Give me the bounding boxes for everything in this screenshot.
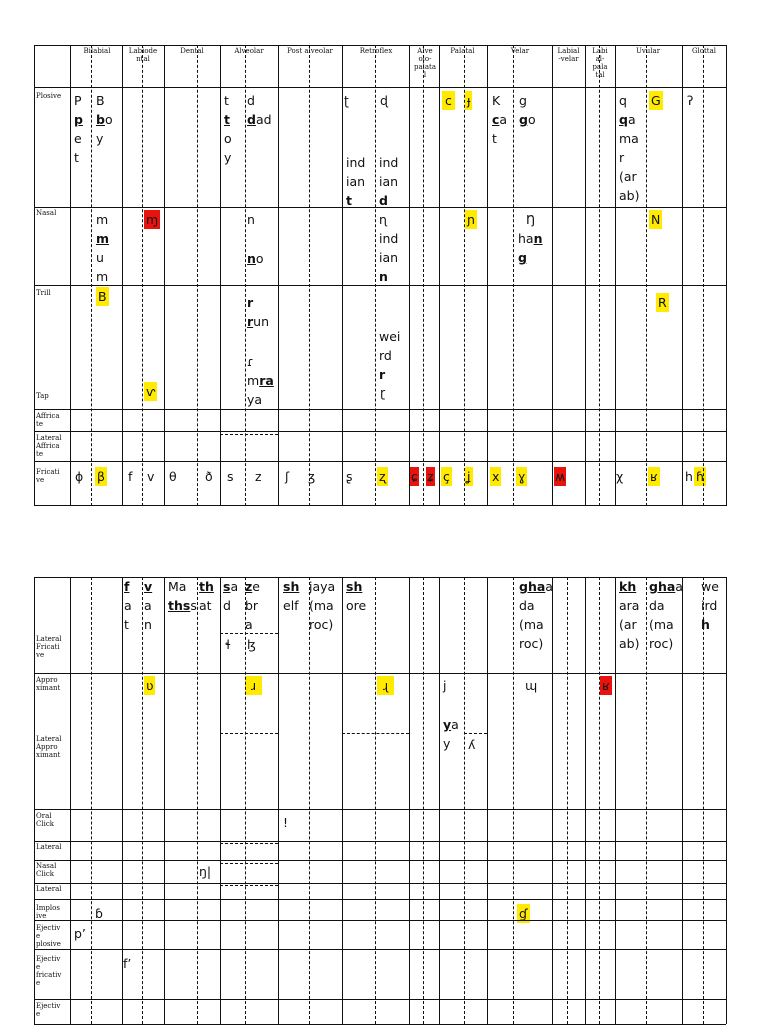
- grid-line: [91, 45, 92, 506]
- grid-line: [122, 45, 123, 506]
- grid-line: [164, 45, 165, 506]
- fricative-uvular-voiceless: χ: [616, 469, 624, 484]
- grid-line: [513, 577, 514, 1024]
- grid-line: [34, 45, 726, 46]
- example-hang: han g: [518, 231, 543, 265]
- example-van: v a n: [144, 579, 153, 632]
- grid-line: [703, 45, 704, 506]
- header-alveolar: Alveolar: [234, 47, 264, 55]
- header-retroflex: Retroflex: [359, 47, 393, 55]
- grid-line: [309, 577, 310, 1024]
- row-label-implosive: Implos ive: [36, 904, 60, 920]
- symbol-d: d: [247, 93, 255, 108]
- grid-line: [34, 809, 726, 810]
- fricative-f: f: [128, 469, 133, 484]
- grid-line: [409, 577, 410, 1024]
- grid-line: [464, 733, 487, 734]
- example-ghada-uvular: ghaa da (ma roc): [649, 579, 683, 651]
- symbol-uvular-G: G: [651, 93, 661, 108]
- fricative-velar-voiced: ɣ: [518, 469, 526, 484]
- symbol-nasal-velar: Ŋ: [526, 212, 536, 227]
- example-fat: f a t: [124, 579, 132, 632]
- symbol-ejective-p: p’: [74, 926, 86, 941]
- consonant-table-top: [34, 45, 726, 506]
- grid-line: [703, 577, 704, 1024]
- grid-line: [585, 577, 586, 1024]
- fricative-v: v: [147, 469, 155, 484]
- symbol-trill-r: r: [247, 295, 254, 310]
- header-labialpalatal: Labi al- pala tal: [592, 47, 608, 79]
- grid-line: [409, 45, 410, 506]
- row-label-plosive: Plosive: [36, 92, 62, 100]
- row-label-tap: Tap: [36, 392, 49, 400]
- grid-line: [439, 45, 440, 506]
- grid-line: [70, 45, 71, 506]
- row-label-ejective-plosive: Ejectiv e plosive: [36, 924, 61, 948]
- example-mum: m u m: [96, 231, 110, 284]
- grid-line: [245, 577, 246, 1024]
- grid-line: [464, 45, 465, 506]
- row-label-ejective-fricative: Ejectiv e fricativ e: [36, 955, 62, 987]
- fricative-s: s: [227, 469, 234, 484]
- grid-line: [34, 999, 726, 1000]
- fricative-glottal-voiceless: h: [685, 469, 693, 484]
- example-shore: sh ore: [346, 579, 367, 613]
- symbol-retroflex-d: ɖ: [380, 93, 388, 108]
- symbol-velar-k: K: [492, 93, 501, 108]
- grid-line: [245, 45, 246, 506]
- grid-line: [34, 87, 726, 88]
- grid-line: [70, 577, 71, 1024]
- symbol-b: B: [96, 93, 105, 108]
- header-velar: Velar: [510, 47, 530, 55]
- row-label-trill: Trill: [36, 289, 51, 297]
- header-glottal: Glottal: [691, 47, 717, 55]
- grid-line: [513, 45, 514, 506]
- example-indian-n: ind ian n: [379, 231, 399, 284]
- example-yay: ya y: [443, 717, 459, 751]
- example-jaya: jaya (ma roc): [309, 579, 336, 632]
- symbol-tap-labiodental: ⱱ: [146, 384, 156, 399]
- symbol-tap-r: ɾ: [247, 354, 254, 369]
- grid-line: [197, 45, 198, 506]
- grid-line: [646, 45, 647, 506]
- symbol-t: t: [224, 93, 229, 108]
- symbol-approximant-labiodental: ʋ: [146, 678, 154, 693]
- row-label-oral-click: Oral Click: [36, 812, 54, 828]
- row-label-lateral-approximant: Lateral Appro ximant: [36, 735, 62, 759]
- fricative-ezh: ʒ: [308, 469, 316, 484]
- symbol-trill-bilabial: B: [98, 289, 107, 304]
- row-label-lateral-fricative: Lateral Fricati ve: [36, 635, 62, 659]
- fricative-glottal-voiced: ɦ: [696, 469, 704, 484]
- grid-line: [599, 45, 600, 506]
- header-labiodental: Labiode ntal: [128, 47, 158, 63]
- grid-line: [342, 733, 409, 734]
- grid-line: [487, 45, 488, 506]
- symbol-approximant-retroflex: ɻ: [377, 676, 394, 695]
- header-bilabial: Bilabial: [83, 47, 111, 55]
- symbol-lateral-fricative-voiced: ɮ: [247, 637, 256, 652]
- fricative-palatal-voiceless: ç: [443, 469, 450, 484]
- fricative-z: z: [255, 469, 262, 484]
- symbol-glottal-stop: ʔ: [687, 93, 694, 108]
- example-maths: Ma thss: [168, 579, 197, 613]
- grid-line: [342, 577, 343, 1024]
- grid-line: [278, 45, 279, 506]
- grid-line: [220, 434, 278, 435]
- grid-line: [585, 45, 586, 506]
- symbol-oral-click: !: [283, 815, 289, 830]
- symbol-nasal-uvular: N: [651, 212, 661, 227]
- fricative-eth: ð: [205, 469, 213, 484]
- symbol-uvular-q: q: [619, 93, 627, 108]
- header-dental: Dental: [180, 47, 204, 55]
- row-label-ejective-affricate: Ejectiv e: [36, 1002, 61, 1018]
- row-label-fricative: Fricati ve: [36, 468, 60, 484]
- example-indian-t: ind ian t: [346, 155, 366, 208]
- example-dad: dad: [247, 112, 272, 127]
- grid-line: [34, 673, 726, 674]
- symbol-nasal-n: n: [247, 212, 255, 227]
- symbol-lateral-approximant-palatal: ʎ: [468, 737, 476, 752]
- grid-line: [375, 577, 376, 1024]
- example-qamar: qa ma r (ar ab): [619, 112, 640, 203]
- grid-line: [487, 577, 488, 1024]
- row-label-lateral-click: Lateral: [36, 843, 62, 851]
- example-weird-h: we ird h: [701, 579, 719, 632]
- example-boy: bo y: [96, 112, 113, 146]
- header-postalveolar: Post alveolar: [287, 47, 333, 55]
- symbol-retroflex-t: ʈ: [344, 93, 349, 108]
- grid-line: [309, 45, 310, 506]
- fricative-palatal-voiced: ʝ: [467, 469, 471, 484]
- grid-line: [34, 899, 726, 900]
- grid-line: [423, 577, 424, 1024]
- symbol-implosive-bilabial: ɓ: [95, 906, 103, 921]
- fricative-bilabial-voiceless: ɸ: [75, 469, 84, 484]
- grid-line: [726, 577, 727, 1024]
- grid-line: [142, 45, 143, 506]
- grid-line: [615, 45, 616, 506]
- fricative-labial-velar: ʍ: [555, 469, 566, 484]
- row-label-affricate: Affrica te: [36, 412, 60, 428]
- fricative-esh: ʃ: [285, 469, 290, 484]
- symbol-lateral-fricative-voiceless: ɬ: [225, 637, 232, 652]
- symbol-p: P: [74, 93, 82, 108]
- grid-line: [646, 577, 647, 1024]
- example-no: no: [247, 251, 264, 266]
- fricative-theta: θ: [169, 469, 177, 484]
- grid-line: [220, 885, 278, 886]
- example-go: go: [519, 112, 536, 127]
- grid-line: [615, 577, 616, 1024]
- grid-line: [164, 577, 165, 1024]
- example-cat: ca t: [492, 112, 508, 146]
- grid-line: [142, 577, 143, 1024]
- example-sad: sa d: [223, 579, 239, 613]
- grid-line: [464, 577, 465, 1024]
- example-ghada-velar: ghaa da (ma roc): [519, 579, 553, 651]
- grid-line: [220, 577, 221, 1024]
- grid-line: [34, 883, 726, 884]
- grid-line: [375, 45, 376, 506]
- symbol-approximant-alveolar: ɹ: [245, 676, 262, 695]
- symbol-nasal-retroflex: ɳ: [379, 212, 388, 227]
- fricative-uvular-voiced: ʁ: [650, 469, 658, 484]
- fricative-bilabial-voiced: β: [97, 469, 105, 484]
- header-uvular: Uvular: [635, 47, 661, 55]
- grid-line: [439, 577, 440, 1024]
- symbol-implosive-velar: ɠ: [519, 906, 528, 921]
- symbol-approximant-velar: ɰ: [525, 678, 538, 693]
- symbol-approximant-palatal: j: [443, 678, 447, 693]
- symbol-tap-retroflex: ɽ: [380, 385, 386, 400]
- grid-line: [34, 461, 726, 462]
- header-labialvelar: Labial -velar: [557, 47, 580, 63]
- header-alveolopalatal: Alve olo- palata l: [413, 47, 437, 79]
- grid-line: [34, 409, 726, 410]
- row-label-nasal-click: Nasal Click: [36, 862, 57, 878]
- grid-line: [197, 577, 198, 1024]
- grid-line: [34, 431, 726, 432]
- grid-line: [599, 577, 600, 1024]
- grid-line: [34, 841, 726, 842]
- grid-line: [220, 863, 278, 864]
- symbol-nasal-click: ŋ|: [199, 864, 212, 879]
- row-label-approximant: Appro ximant: [36, 676, 61, 692]
- grid-line: [342, 45, 343, 506]
- example-mraya: mra ya: [247, 373, 274, 407]
- example-that: th at: [199, 579, 214, 613]
- symbol-nasal-palatal: ɲ: [467, 212, 476, 227]
- example-pet: p e t: [74, 112, 83, 165]
- grid-line: [34, 920, 726, 921]
- row-label-nasal: Nasal: [36, 209, 57, 217]
- grid-line: [34, 949, 726, 950]
- fricative-alveolopalatal-voiceless: ɕ: [411, 469, 418, 484]
- symbol-palatal-c: c: [442, 91, 455, 110]
- fricative-retroflex-z: ʐ: [379, 469, 386, 484]
- grid-line: [278, 577, 279, 1024]
- grid-line: [567, 577, 568, 1024]
- grid-line: [34, 860, 726, 861]
- example-zebra: ze br a: [245, 579, 260, 632]
- fricative-retroflex-s: ʂ: [346, 469, 353, 484]
- grid-line: [682, 45, 683, 506]
- symbol-ejective-f: f’: [123, 956, 132, 971]
- symbol-velar-g: g: [519, 93, 527, 108]
- symbol-approximant-uvular: ʁ: [602, 678, 610, 693]
- example-shelf: sh elf: [283, 579, 300, 613]
- symbol-trill-uvular: R: [658, 295, 667, 310]
- grid-line: [34, 45, 35, 506]
- grid-line: [34, 505, 726, 506]
- row-label-lateral-affricate: Lateral Affrica te: [36, 434, 62, 458]
- grid-line: [552, 45, 553, 506]
- fricative-velar-voiceless: x: [492, 469, 500, 484]
- grid-line: [220, 733, 278, 734]
- header-palatal: Palatal: [450, 47, 475, 55]
- grid-line: [220, 45, 221, 506]
- grid-line: [91, 577, 92, 1024]
- example-weird: wei rd r: [379, 329, 401, 382]
- symbol-nasal-m: m: [96, 212, 109, 227]
- grid-line: [726, 45, 727, 506]
- row-label-nasal-click-lateral: Lateral: [36, 885, 62, 893]
- symbol-nasal-labiodental: ɱ: [146, 212, 159, 227]
- fricative-alveolopalatal-voiced: ʑ: [427, 469, 434, 484]
- example-toy: t o y: [224, 112, 232, 165]
- symbol-palatal-j: ɟ: [467, 93, 471, 108]
- consonant-table-bottom: [34, 577, 726, 1024]
- grid-line: [34, 577, 35, 1024]
- example-indian-d: ind ian d: [379, 155, 399, 208]
- example-run: run: [247, 314, 270, 329]
- example-khara: kh ara (ar ab): [619, 579, 640, 651]
- grid-line: [220, 843, 278, 844]
- grid-line: [423, 45, 424, 506]
